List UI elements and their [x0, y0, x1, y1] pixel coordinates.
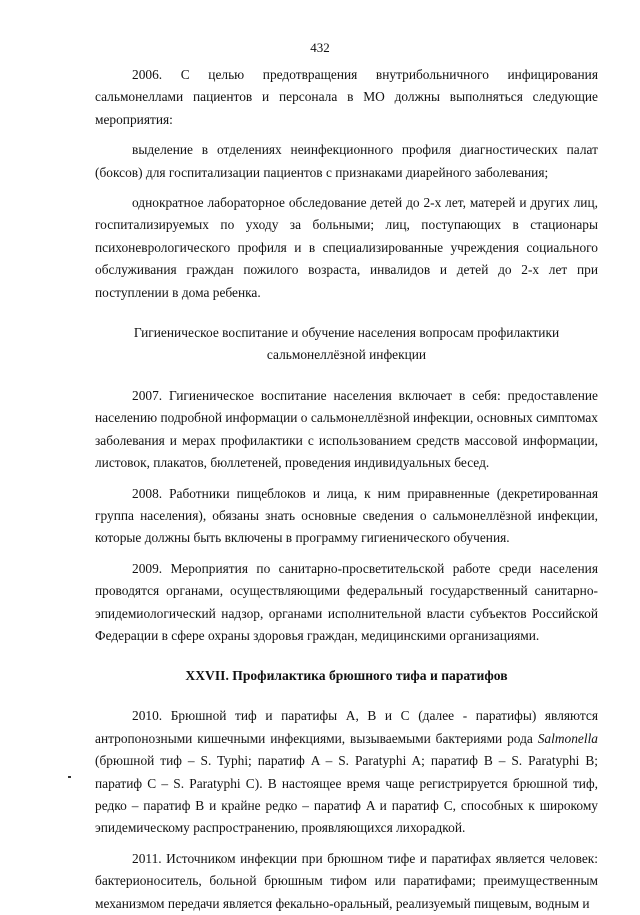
scan-mark: [68, 776, 71, 778]
page-number: 432: [310, 40, 330, 55]
paragraph-2008: 2008. Работники пищеблоков и лица, к ним приравненные (декретированная группа населения), обязаны знать основные сведения о сальмонеллёзной инфекции, которые должны быть включены в программу гигиенического обучения.: [95, 485, 598, 546]
section-heading-hygiene-line-1: Гигиеническое воспитание и обучение населения вопросам профилактики: [133, 325, 560, 341]
paragraph-2010: [95, 705, 598, 839]
paragraph-2007: 2007. Гигиеническое воспитание населения включает в себя: предоставление населению подробной информации о сальмонеллёзной инфекции, основных симптомах заболевания и мерах профилактики с использованием средств массовой информации, листовок, плакатов, бюллетеней, проведения индивидуальных бесед.: [95, 387, 598, 471]
section-heading-hygiene-line-2: сальмонеллёзной инфекции: [266, 347, 427, 363]
paragraph-2009: 2009. Мероприятия по санитарно-просветительской работе среди населения проводятся органами, осуществляющими федеральный государственный санитарно-эпидемиологический надзор, органами исполнительной власти субъектов Российской Федерации в сфере охраны здоровья граждан, медицинскими организациями.: [95, 560, 598, 643]
paragraph-2006-item-screening: однократное лабораторное обследование детей до 2-х лет, матерей и других лиц, госпитализируемых по уходу за больными; лиц, поступающих в стационары психоневрологического профиля и в специализированные учреждения социального обслуживания граждан пожилого возраста, инвалидов и детей до 2-х лет при поступлении в дома ребенка.: [95, 195, 598, 300]
paragraph-2010-end: (брюшной тиф – S. Typhi; паратиф A – S. Paratyphi A; паратиф B – S. Paratyphi B; паратиф C – S. Paratyphi C). В настоящее время чаще регистрируется брюшной тиф, редко – паратиф B и крайне редко – паратиф A и паратиф C, способных к широкому эпидемическому распространению, проявляющихся лихорадкой.: [95, 753, 598, 836]
paragraph-2010-start: 2010. Брюшной тиф и паратифы A, B и C (далее - паратифы) являются антропонозными кишечными инфекциями, вызываемыми бактериями рода: [95, 708, 598, 746]
document-body: [95, 64, 598, 915]
paragraph-2011: 2011. Источником инфекции при брюшном тифе и паратифах является человек: бактерионоситель, больной брюшным тифом или паратифами; преимущественным механизмом передачи является фекально-оральный, реализуемый пищевым, водным и: [95, 850, 598, 911]
paragraph-2010-genus: Salmonella: [537, 730, 598, 746]
chapter-title: XXVII. Профилактика брюшного тифа и паратифов: [185, 668, 508, 684]
paragraph-2006: 2006. С целью предотвращения внутрибольничного инфицирования сальмонеллами пациентов и персонала в МО должны выполняться следующие мероприятия:: [95, 67, 598, 127]
paragraph-2006-item-boxes: выделение в отделениях неинфекционного профиля диагностических палат (боксов) для госпитализации пациентов с признаками диарейного заболевания;: [95, 142, 598, 180]
